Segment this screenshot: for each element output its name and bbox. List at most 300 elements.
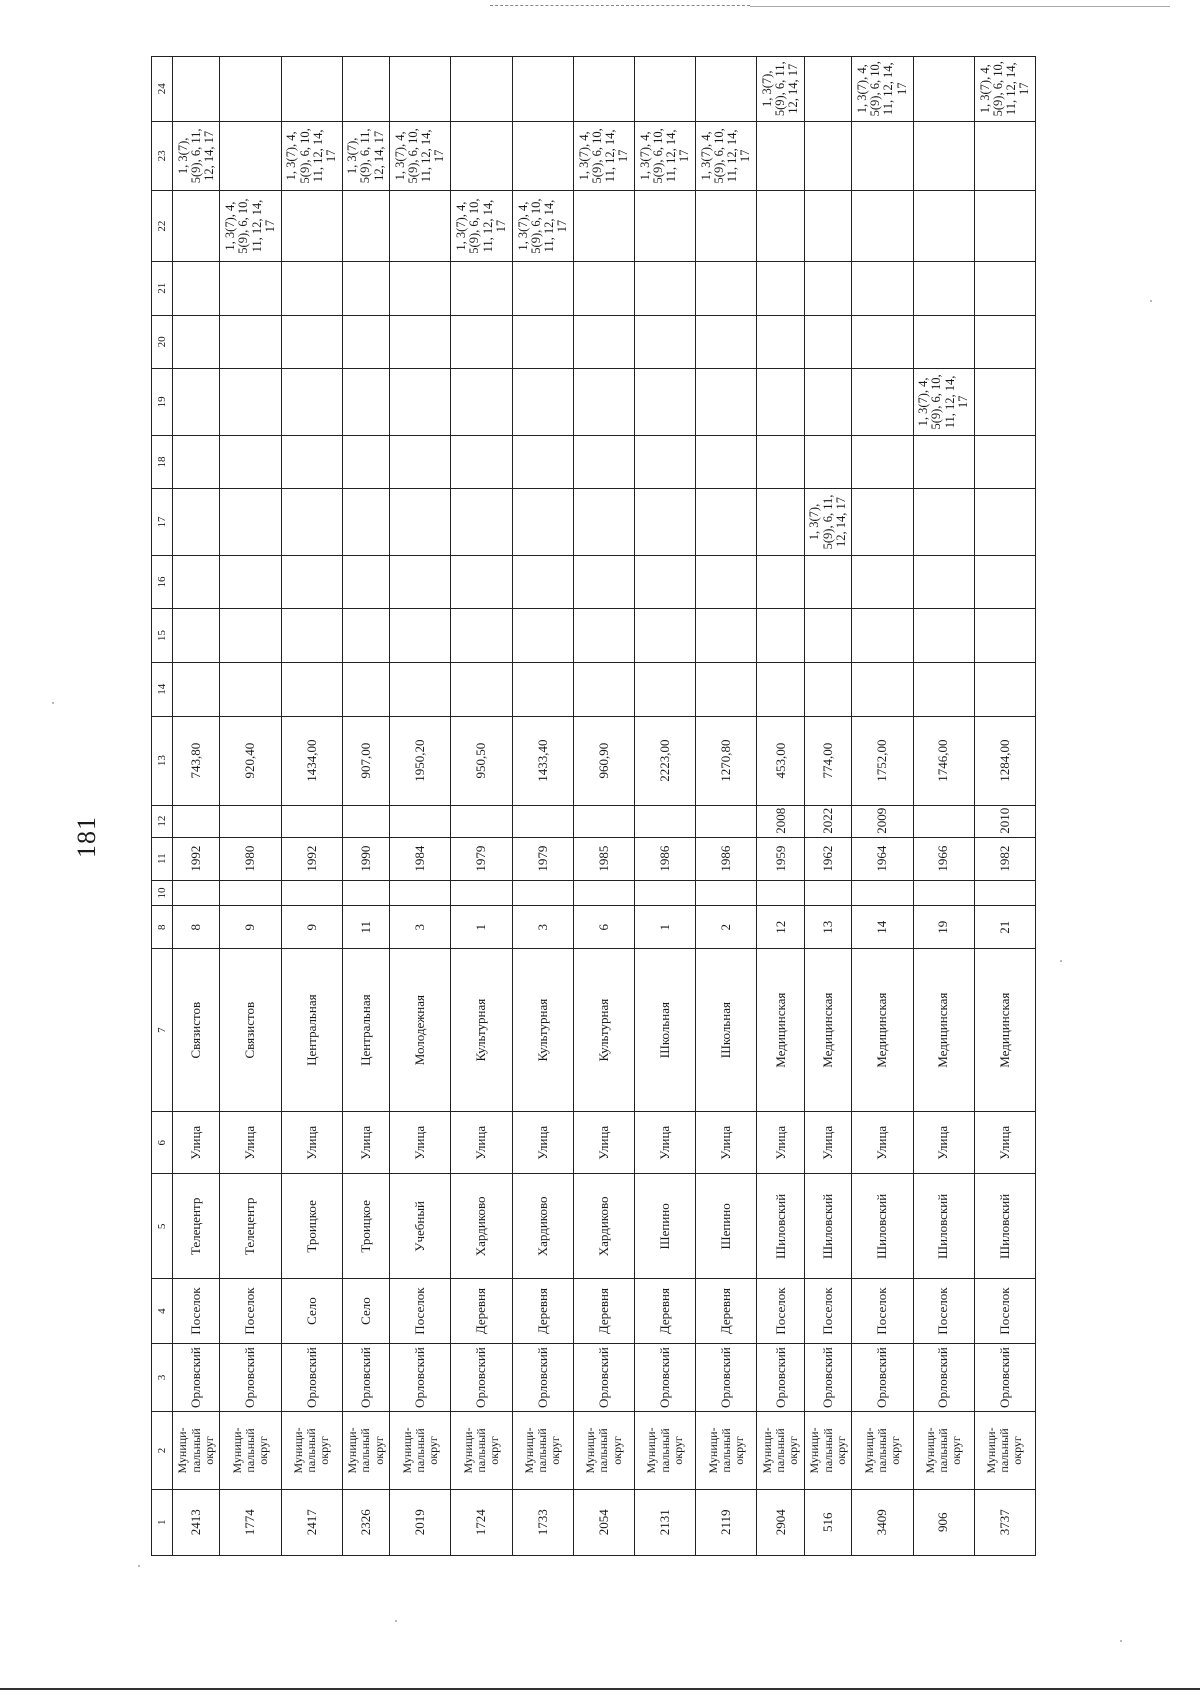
cell-col-6: Улица [696, 1112, 757, 1174]
cell-col-19 [342, 369, 389, 435]
cell-col-21 [635, 261, 696, 315]
cell-col-11: 1964 [852, 837, 913, 880]
cell-col-4: Поселок [804, 1279, 851, 1343]
cell-col-24 [573, 57, 634, 122]
cell-col-21 [852, 261, 913, 315]
cell-col-8: 1 [635, 906, 696, 949]
cell-col-18 [281, 435, 342, 489]
cell-col-15 [913, 609, 974, 663]
cell-col-8: 9 [220, 906, 281, 949]
cell-col-10 [573, 880, 634, 906]
cell-col-13: 2223,00 [635, 716, 696, 805]
cell-col-15 [173, 609, 220, 663]
cell-col-12 [913, 805, 974, 837]
cell-col-6: Улица [804, 1112, 851, 1174]
cell-col-7: Культурная [512, 949, 573, 1112]
cell-col-2: Муници-пальный округ [451, 1412, 512, 1489]
cell-col-19 [173, 369, 220, 435]
cell-col-8: 12 [757, 906, 804, 949]
cell-col-15 [852, 609, 913, 663]
scan-speck [1120, 1640, 1122, 1642]
column-header-13: 13 [152, 716, 173, 805]
cell-col-3: Орловский [451, 1343, 512, 1412]
register-table-frame [151, 56, 1036, 1556]
cell-col-7: Культурная [573, 949, 634, 1112]
cell-col-5: Шепино [635, 1174, 696, 1279]
cell-col-5: Телецентр [173, 1174, 220, 1279]
column-header-16: 16 [152, 555, 173, 609]
cell-col-4: Деревня [635, 1279, 696, 1343]
cell-col-23: 1, 3(7), 4, 5(9), 6, 10, 11, 12, 14, 17 [390, 121, 451, 191]
cell-col-16 [913, 555, 974, 609]
cell-col-11: 1966 [913, 837, 974, 880]
cell-col-16 [573, 555, 634, 609]
cell-col-14 [220, 662, 281, 716]
cell-col-19 [696, 369, 757, 435]
cell-col-23 [220, 121, 281, 191]
cell-col-5: Шиловский [974, 1174, 1035, 1279]
cell-col-3: Орловский [852, 1343, 913, 1412]
cell-col-5: Хардиково [451, 1174, 512, 1279]
cell-col-8: 2 [696, 906, 757, 949]
cell-col-1: 3737 [974, 1489, 1035, 1555]
cell-col-21 [220, 261, 281, 315]
cell-col-12 [451, 805, 512, 837]
cell-col-11: 1980 [220, 837, 281, 880]
cell-col-19 [220, 369, 281, 435]
cell-col-2: Муници-пальный округ [173, 1412, 220, 1489]
cell-col-23: 1, 3(7), 4, 5(9), 6, 10, 11, 12, 14, 17 [573, 121, 634, 191]
cell-col-8: 14 [852, 906, 913, 949]
cell-col-16 [974, 555, 1035, 609]
cell-col-4: Деревня [512, 1279, 573, 1343]
cell-col-6: Улица [342, 1112, 389, 1174]
cell-col-20 [974, 315, 1035, 369]
cell-col-11: 1979 [512, 837, 573, 880]
cell-col-16 [635, 555, 696, 609]
cell-col-11: 1984 [390, 837, 451, 880]
cell-col-23 [451, 121, 512, 191]
cell-col-20 [281, 315, 342, 369]
cell-col-6: Улица [281, 1112, 342, 1174]
cell-col-19: 1, 3(7), 4, 5(9), 6, 10, 11, 12, 14, 17 [913, 369, 974, 435]
cell-col-21 [342, 261, 389, 315]
cell-col-12 [342, 805, 389, 837]
cell-col-11: 1992 [173, 837, 220, 880]
cell-col-14 [512, 662, 573, 716]
cell-col-13: 1284,00 [974, 716, 1035, 805]
cell-col-5: Шиловский [757, 1174, 804, 1279]
column-header-2: 2 [152, 1412, 173, 1489]
cell-col-15 [512, 609, 573, 663]
cell-col-2: Муници-пальный округ [757, 1412, 804, 1489]
table-row [173, 57, 220, 1556]
column-header-14: 14 [152, 662, 173, 716]
cell-col-21 [804, 261, 851, 315]
column-header-20: 20 [152, 315, 173, 369]
cell-col-14 [913, 662, 974, 716]
cell-col-17 [913, 489, 974, 555]
cell-col-11: 1962 [804, 837, 851, 880]
cell-col-8: 8 [173, 906, 220, 949]
cell-col-1: 906 [913, 1489, 974, 1555]
cell-col-20 [512, 315, 573, 369]
cell-col-14 [635, 662, 696, 716]
cell-col-10 [342, 880, 389, 906]
register-table [151, 56, 1036, 1556]
column-header-3: 3 [152, 1343, 173, 1412]
cell-col-20 [220, 315, 281, 369]
cell-col-5: Шиловский [913, 1174, 974, 1279]
cell-col-21 [173, 261, 220, 315]
cell-col-18 [390, 435, 451, 489]
cell-col-7: Связистов [173, 949, 220, 1112]
cell-col-17 [757, 489, 804, 555]
cell-col-7: Медицинская [913, 949, 974, 1112]
cell-col-12: 2010 [974, 805, 1035, 837]
cell-col-24 [804, 57, 851, 122]
cell-col-1: 2417 [281, 1489, 342, 1555]
cell-col-6: Улица [220, 1112, 281, 1174]
cell-col-11: 1986 [635, 837, 696, 880]
column-header-12: 12 [152, 805, 173, 837]
column-header-23: 23 [152, 121, 173, 191]
cell-col-10 [451, 880, 512, 906]
cell-col-4: Поселок [974, 1279, 1035, 1343]
cell-col-17 [220, 489, 281, 555]
cell-col-2: Муници-пальный округ [913, 1412, 974, 1489]
cell-col-18 [852, 435, 913, 489]
cell-col-24 [635, 57, 696, 122]
cell-col-1: 2019 [390, 1489, 451, 1555]
table-row [573, 57, 634, 1556]
cell-col-16 [451, 555, 512, 609]
cell-col-6: Улица [635, 1112, 696, 1174]
cell-col-15 [573, 609, 634, 663]
cell-col-14 [451, 662, 512, 716]
cell-col-2: Муници-пальный округ [804, 1412, 851, 1489]
cell-col-1: 2326 [342, 1489, 389, 1555]
cell-col-16 [512, 555, 573, 609]
cell-col-2: Муници-пальный округ [974, 1412, 1035, 1489]
column-header-11: 11 [152, 837, 173, 880]
cell-col-19 [757, 369, 804, 435]
cell-col-17 [974, 489, 1035, 555]
cell-col-18 [913, 435, 974, 489]
register-table-rotated [151, 56, 1036, 1556]
cell-col-11: 1959 [757, 837, 804, 880]
cell-col-6: Улица [390, 1112, 451, 1174]
cell-col-4: Деревня [451, 1279, 512, 1343]
cell-col-21 [512, 261, 573, 315]
cell-col-2: Муници-пальный округ [573, 1412, 634, 1489]
cell-col-14 [281, 662, 342, 716]
table-row [696, 57, 757, 1556]
cell-col-21 [757, 261, 804, 315]
cell-col-13: 950,50 [451, 716, 512, 805]
cell-col-23: 1, 3(7), 4, 5(9), 6, 10, 11, 12, 14, 17 [635, 121, 696, 191]
cell-col-23: 1, 3(7), 5(9), 6, 11, 12, 14, 17 [173, 121, 220, 191]
cell-col-1: 1724 [451, 1489, 512, 1555]
scan-speck [138, 1565, 140, 1567]
cell-col-14 [696, 662, 757, 716]
scan-speck [1150, 300, 1152, 302]
cell-col-22 [852, 191, 913, 262]
cell-col-17 [635, 489, 696, 555]
cell-col-8: 11 [342, 906, 389, 949]
cell-col-13: 743,80 [173, 716, 220, 805]
cell-col-21 [696, 261, 757, 315]
cell-col-23: 1, 3(7), 4, 5(9), 6, 10, 11, 12, 14, 17 [696, 121, 757, 191]
cell-col-15 [342, 609, 389, 663]
cell-col-3: Орловский [974, 1343, 1035, 1412]
cell-col-17 [852, 489, 913, 555]
cell-col-20 [451, 315, 512, 369]
cell-col-16 [342, 555, 389, 609]
table-row [913, 57, 974, 1556]
cell-col-10 [635, 880, 696, 906]
cell-col-24 [696, 57, 757, 122]
cell-col-5: Шиловский [852, 1174, 913, 1279]
cell-col-12: 2022 [804, 805, 851, 837]
cell-col-2: Муници-пальный округ [390, 1412, 451, 1489]
table-row [804, 57, 851, 1556]
cell-col-22: 1, 3(7), 4, 5(9), 6, 10, 11, 12, 14, 17 [220, 191, 281, 262]
cell-col-22: 1, 3(7), 4, 5(9), 6, 10, 11, 12, 14, 17 [451, 191, 512, 262]
cell-col-24 [342, 57, 389, 122]
cell-col-20 [804, 315, 851, 369]
cell-col-24: 1, 3(7), 4, 5(9), 6, 10, 11, 12, 14, 17 [852, 57, 913, 122]
cell-col-13: 1746,00 [913, 716, 974, 805]
cell-col-12 [512, 805, 573, 837]
cell-col-6: Улица [512, 1112, 573, 1174]
cell-col-2: Муници-пальный округ [220, 1412, 281, 1489]
cell-col-22 [804, 191, 851, 262]
cell-col-17 [512, 489, 573, 555]
column-header-7: 7 [152, 949, 173, 1112]
cell-col-3: Орловский [804, 1343, 851, 1412]
cell-col-22 [974, 191, 1035, 262]
cell-col-7: Медицинская [804, 949, 851, 1112]
cell-col-6: Улица [757, 1112, 804, 1174]
cell-col-22 [635, 191, 696, 262]
scan-speck [395, 1620, 397, 1622]
cell-col-7: Медицинская [974, 949, 1035, 1112]
cell-col-21 [390, 261, 451, 315]
cell-col-10 [757, 880, 804, 906]
cell-col-23 [913, 121, 974, 191]
cell-col-13: 774,00 [804, 716, 851, 805]
cell-col-13: 1433,40 [512, 716, 573, 805]
cell-col-23 [974, 121, 1035, 191]
cell-col-3: Орловский [573, 1343, 634, 1412]
cell-col-1: 2904 [757, 1489, 804, 1555]
cell-col-2: Муници-пальный округ [635, 1412, 696, 1489]
cell-col-8: 9 [281, 906, 342, 949]
cell-col-22 [696, 191, 757, 262]
cell-col-23 [757, 121, 804, 191]
cell-col-17 [342, 489, 389, 555]
cell-col-14 [173, 662, 220, 716]
table-row [757, 57, 804, 1556]
cell-col-10 [852, 880, 913, 906]
cell-col-10 [220, 880, 281, 906]
cell-col-8: 6 [573, 906, 634, 949]
cell-col-2: Муници-пальный округ [281, 1412, 342, 1489]
cell-col-20 [390, 315, 451, 369]
cell-col-7: Молодежная [390, 949, 451, 1112]
cell-col-4: Поселок [220, 1279, 281, 1343]
cell-col-3: Орловский [220, 1343, 281, 1412]
cell-col-22 [281, 191, 342, 262]
cell-col-14 [573, 662, 634, 716]
cell-col-4: Поселок [173, 1279, 220, 1343]
cell-col-13: 907,00 [342, 716, 389, 805]
cell-col-14 [390, 662, 451, 716]
cell-col-8: 21 [974, 906, 1035, 949]
cell-col-4: Деревня [696, 1279, 757, 1343]
cell-col-1: 2119 [696, 1489, 757, 1555]
cell-col-15 [974, 609, 1035, 663]
cell-col-4: Поселок [913, 1279, 974, 1343]
cell-col-12 [696, 805, 757, 837]
cell-col-4: Деревня [573, 1279, 634, 1343]
cell-col-24: 1, 3(7), 4, 5(9), 6, 10, 11, 12, 14, 17 [974, 57, 1035, 122]
cell-col-16 [696, 555, 757, 609]
cell-col-15 [804, 609, 851, 663]
cell-col-21 [281, 261, 342, 315]
table-row [342, 57, 389, 1556]
table-row [220, 57, 281, 1556]
cell-col-13: 960,90 [573, 716, 634, 805]
cell-col-21 [913, 261, 974, 315]
cell-col-4: Село [281, 1279, 342, 1343]
cell-col-3: Орловский [173, 1343, 220, 1412]
cell-col-10 [974, 880, 1035, 906]
column-header-10: 10 [152, 880, 173, 906]
cell-col-24 [281, 57, 342, 122]
cell-col-2: Муници-пальный округ [696, 1412, 757, 1489]
cell-col-2: Муници-пальный округ [512, 1412, 573, 1489]
cell-col-20 [852, 315, 913, 369]
cell-col-20 [913, 315, 974, 369]
cell-col-19 [451, 369, 512, 435]
scan-speck [1060, 960, 1062, 962]
cell-col-16 [804, 555, 851, 609]
cell-col-6: Улица [451, 1112, 512, 1174]
cell-col-1: 1733 [512, 1489, 573, 1555]
cell-col-18 [220, 435, 281, 489]
cell-col-19 [512, 369, 573, 435]
cell-col-23: 1, 3(7), 4, 5(9), 6, 10, 11, 12, 14, 17 [281, 121, 342, 191]
cell-col-12 [281, 805, 342, 837]
cell-col-17 [573, 489, 634, 555]
cell-col-3: Орловский [281, 1343, 342, 1412]
cell-col-3: Орловский [512, 1343, 573, 1412]
cell-col-1: 516 [804, 1489, 851, 1555]
cell-col-7: Школьная [635, 949, 696, 1112]
cell-col-20 [342, 315, 389, 369]
cell-col-10 [913, 880, 974, 906]
cell-col-24 [913, 57, 974, 122]
cell-col-19 [852, 369, 913, 435]
cell-col-24: 1, 3(7), 5(9), 6, 11, 12, 14, 17 [757, 57, 804, 122]
cell-col-17: 1, 3(7), 5(9), 6, 11, 12, 14, 17 [804, 489, 851, 555]
cell-col-17 [696, 489, 757, 555]
cell-col-23: 1, 3(7), 5(9), 6, 11, 12, 14, 17 [342, 121, 389, 191]
cell-col-12: 2009 [852, 805, 913, 837]
page-number: 181 [72, 816, 101, 858]
cell-col-19 [804, 369, 851, 435]
cell-col-16 [173, 555, 220, 609]
cell-col-21 [451, 261, 512, 315]
cell-col-12 [635, 805, 696, 837]
cell-col-18 [173, 435, 220, 489]
cell-col-20 [573, 315, 634, 369]
cell-col-6: Улица [173, 1112, 220, 1174]
cell-col-16 [852, 555, 913, 609]
cell-col-14 [804, 662, 851, 716]
cell-col-7: Центральная [342, 949, 389, 1112]
cell-col-2: Муници-пальный округ [852, 1412, 913, 1489]
cell-col-16 [390, 555, 451, 609]
cell-col-14 [342, 662, 389, 716]
cell-col-18 [342, 435, 389, 489]
cell-col-3: Орловский [757, 1343, 804, 1412]
cell-col-22 [757, 191, 804, 262]
cell-col-1: 2413 [173, 1489, 220, 1555]
cell-col-18 [804, 435, 851, 489]
cell-col-15 [220, 609, 281, 663]
cell-col-24 [451, 57, 512, 122]
cell-col-12 [173, 805, 220, 837]
cell-col-7: Школьная [696, 949, 757, 1112]
cell-col-1: 3409 [852, 1489, 913, 1555]
column-header-4: 4 [152, 1279, 173, 1343]
cell-col-18 [451, 435, 512, 489]
cell-col-15 [635, 609, 696, 663]
scan-edge-rule [490, 5, 750, 6]
cell-col-15 [757, 609, 804, 663]
cell-col-8: 3 [390, 906, 451, 949]
cell-col-19 [974, 369, 1035, 435]
cell-col-21 [573, 261, 634, 315]
cell-col-11: 1985 [573, 837, 634, 880]
cell-col-3: Орловский [635, 1343, 696, 1412]
cell-col-11: 1979 [451, 837, 512, 880]
cell-col-24 [512, 57, 573, 122]
cell-col-20 [173, 315, 220, 369]
cell-col-6: Улица [573, 1112, 634, 1174]
cell-col-13: 920,40 [220, 716, 281, 805]
cell-col-17 [173, 489, 220, 555]
cell-col-5: Хардиково [512, 1174, 573, 1279]
cell-col-11: 1990 [342, 837, 389, 880]
cell-col-15 [281, 609, 342, 663]
cell-col-5: Троицкое [342, 1174, 389, 1279]
cell-col-6: Улица [913, 1112, 974, 1174]
cell-col-6: Улица [852, 1112, 913, 1174]
cell-col-6: Улица [974, 1112, 1035, 1174]
cell-col-18 [757, 435, 804, 489]
cell-col-11: 1982 [974, 837, 1035, 880]
cell-col-12 [573, 805, 634, 837]
cell-col-5: Телецентр [220, 1174, 281, 1279]
table-row [512, 57, 573, 1556]
cell-col-13: 1434,00 [281, 716, 342, 805]
cell-col-1: 2054 [573, 1489, 634, 1555]
cell-col-8: 3 [512, 906, 573, 949]
